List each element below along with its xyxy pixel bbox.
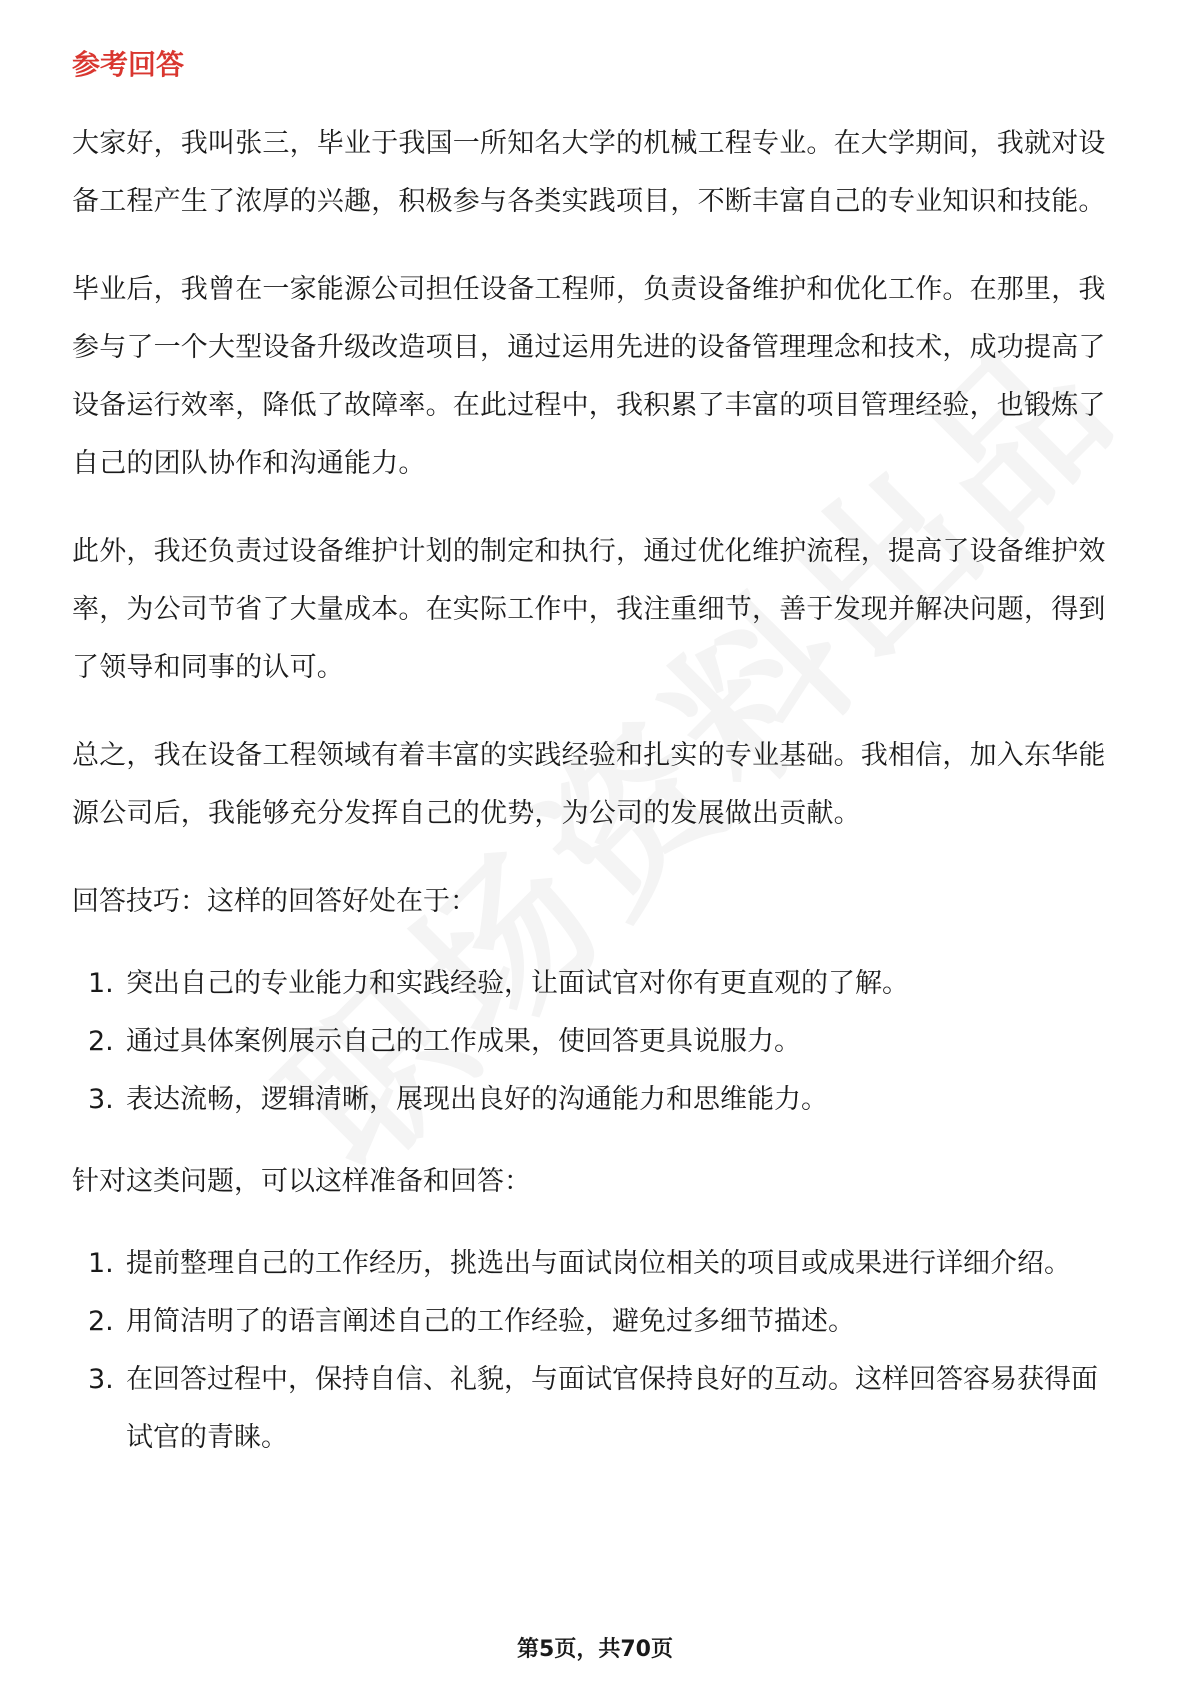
section-heading: 参考回答 <box>72 48 185 81</box>
paragraph-maintenance: 此外，我还负责过设备维护计划的制定和执行，通过优化维护流程，提高了设备维护效率，为公司节省了大量成本。在实际工作中，我注重细节，善于发现并解决问题，得到了领导和同事的认可。 <box>72 536 1106 683</box>
list-text: 在回答过程中，保持自信、礼貌，与面试官保持良好的互动。这样回答容易获得面试官的青睐。 <box>126 1364 1098 1453</box>
list-number: 1. <box>88 968 114 999</box>
paragraph-intro: 大家好，我叫张三，毕业于我国一所知名大学的机械工程专业。在大学期间，我就对设备工程产生了浓厚的兴趣，积极参与各类实践项目，不断丰富自己的专业知识和技能。 <box>72 128 1106 217</box>
list-item <box>72 1013 1118 1071</box>
list-item <box>72 1351 1118 1467</box>
tips-list <box>72 955 1118 1129</box>
list-text: 表达流畅，逻辑清晰，展现出良好的沟通能力和思维能力。 <box>126 1084 828 1115</box>
list-number: 2. <box>88 1026 114 1057</box>
page-number-footer: 第5页，共70页 <box>517 1637 673 1662</box>
tips-intro: 回答技巧：这样的回答好处在于： <box>72 886 477 917</box>
list-number: 3. <box>88 1364 114 1395</box>
list-item <box>72 1235 1118 1293</box>
list-number: 1. <box>88 1248 114 1279</box>
list-number: 2. <box>88 1306 114 1337</box>
list-item <box>72 1071 1118 1129</box>
list-text: 突出自己的专业能力和实践经验，让面试官对你有更直观的了解。 <box>126 968 909 999</box>
list-item <box>72 1293 1118 1351</box>
list-number: 3. <box>88 1084 114 1115</box>
list-text: 用简洁明了的语言阐述自己的工作经验，避免过多细节描述。 <box>126 1306 855 1337</box>
list-text: 提前整理自己的工作经历，挑选出与面试岗位相关的项目或成果进行详细介绍。 <box>126 1248 1071 1279</box>
prep-list <box>72 1235 1118 1467</box>
list-text: 通过具体案例展示自己的工作成果，使回答更具说服力。 <box>126 1026 801 1057</box>
paragraph-experience: 毕业后，我曾在一家能源公司担任设备工程师，负责设备维护和优化工作。在那里，我参与了一个大型设备升级改造项目，通过运用先进的设备管理理念和技术，成功提高了设备运行效率，降低了故障率。在此过程中，我积累了丰富的项目管理经验，也锻炼了自己的团队协作和沟通能力。 <box>72 274 1106 479</box>
prep-intro: 针对这类问题，可以这样准备和回答： <box>72 1166 531 1197</box>
document-body <box>72 45 1118 1491</box>
paragraph-summary: 总之，我在设备工程领域有着丰富的实践经验和扎实的专业基础。我相信，加入东华能源公司后，我能够充分发挥自己的优势，为公司的发展做出贡献。 <box>72 740 1106 829</box>
list-item <box>72 955 1118 1013</box>
